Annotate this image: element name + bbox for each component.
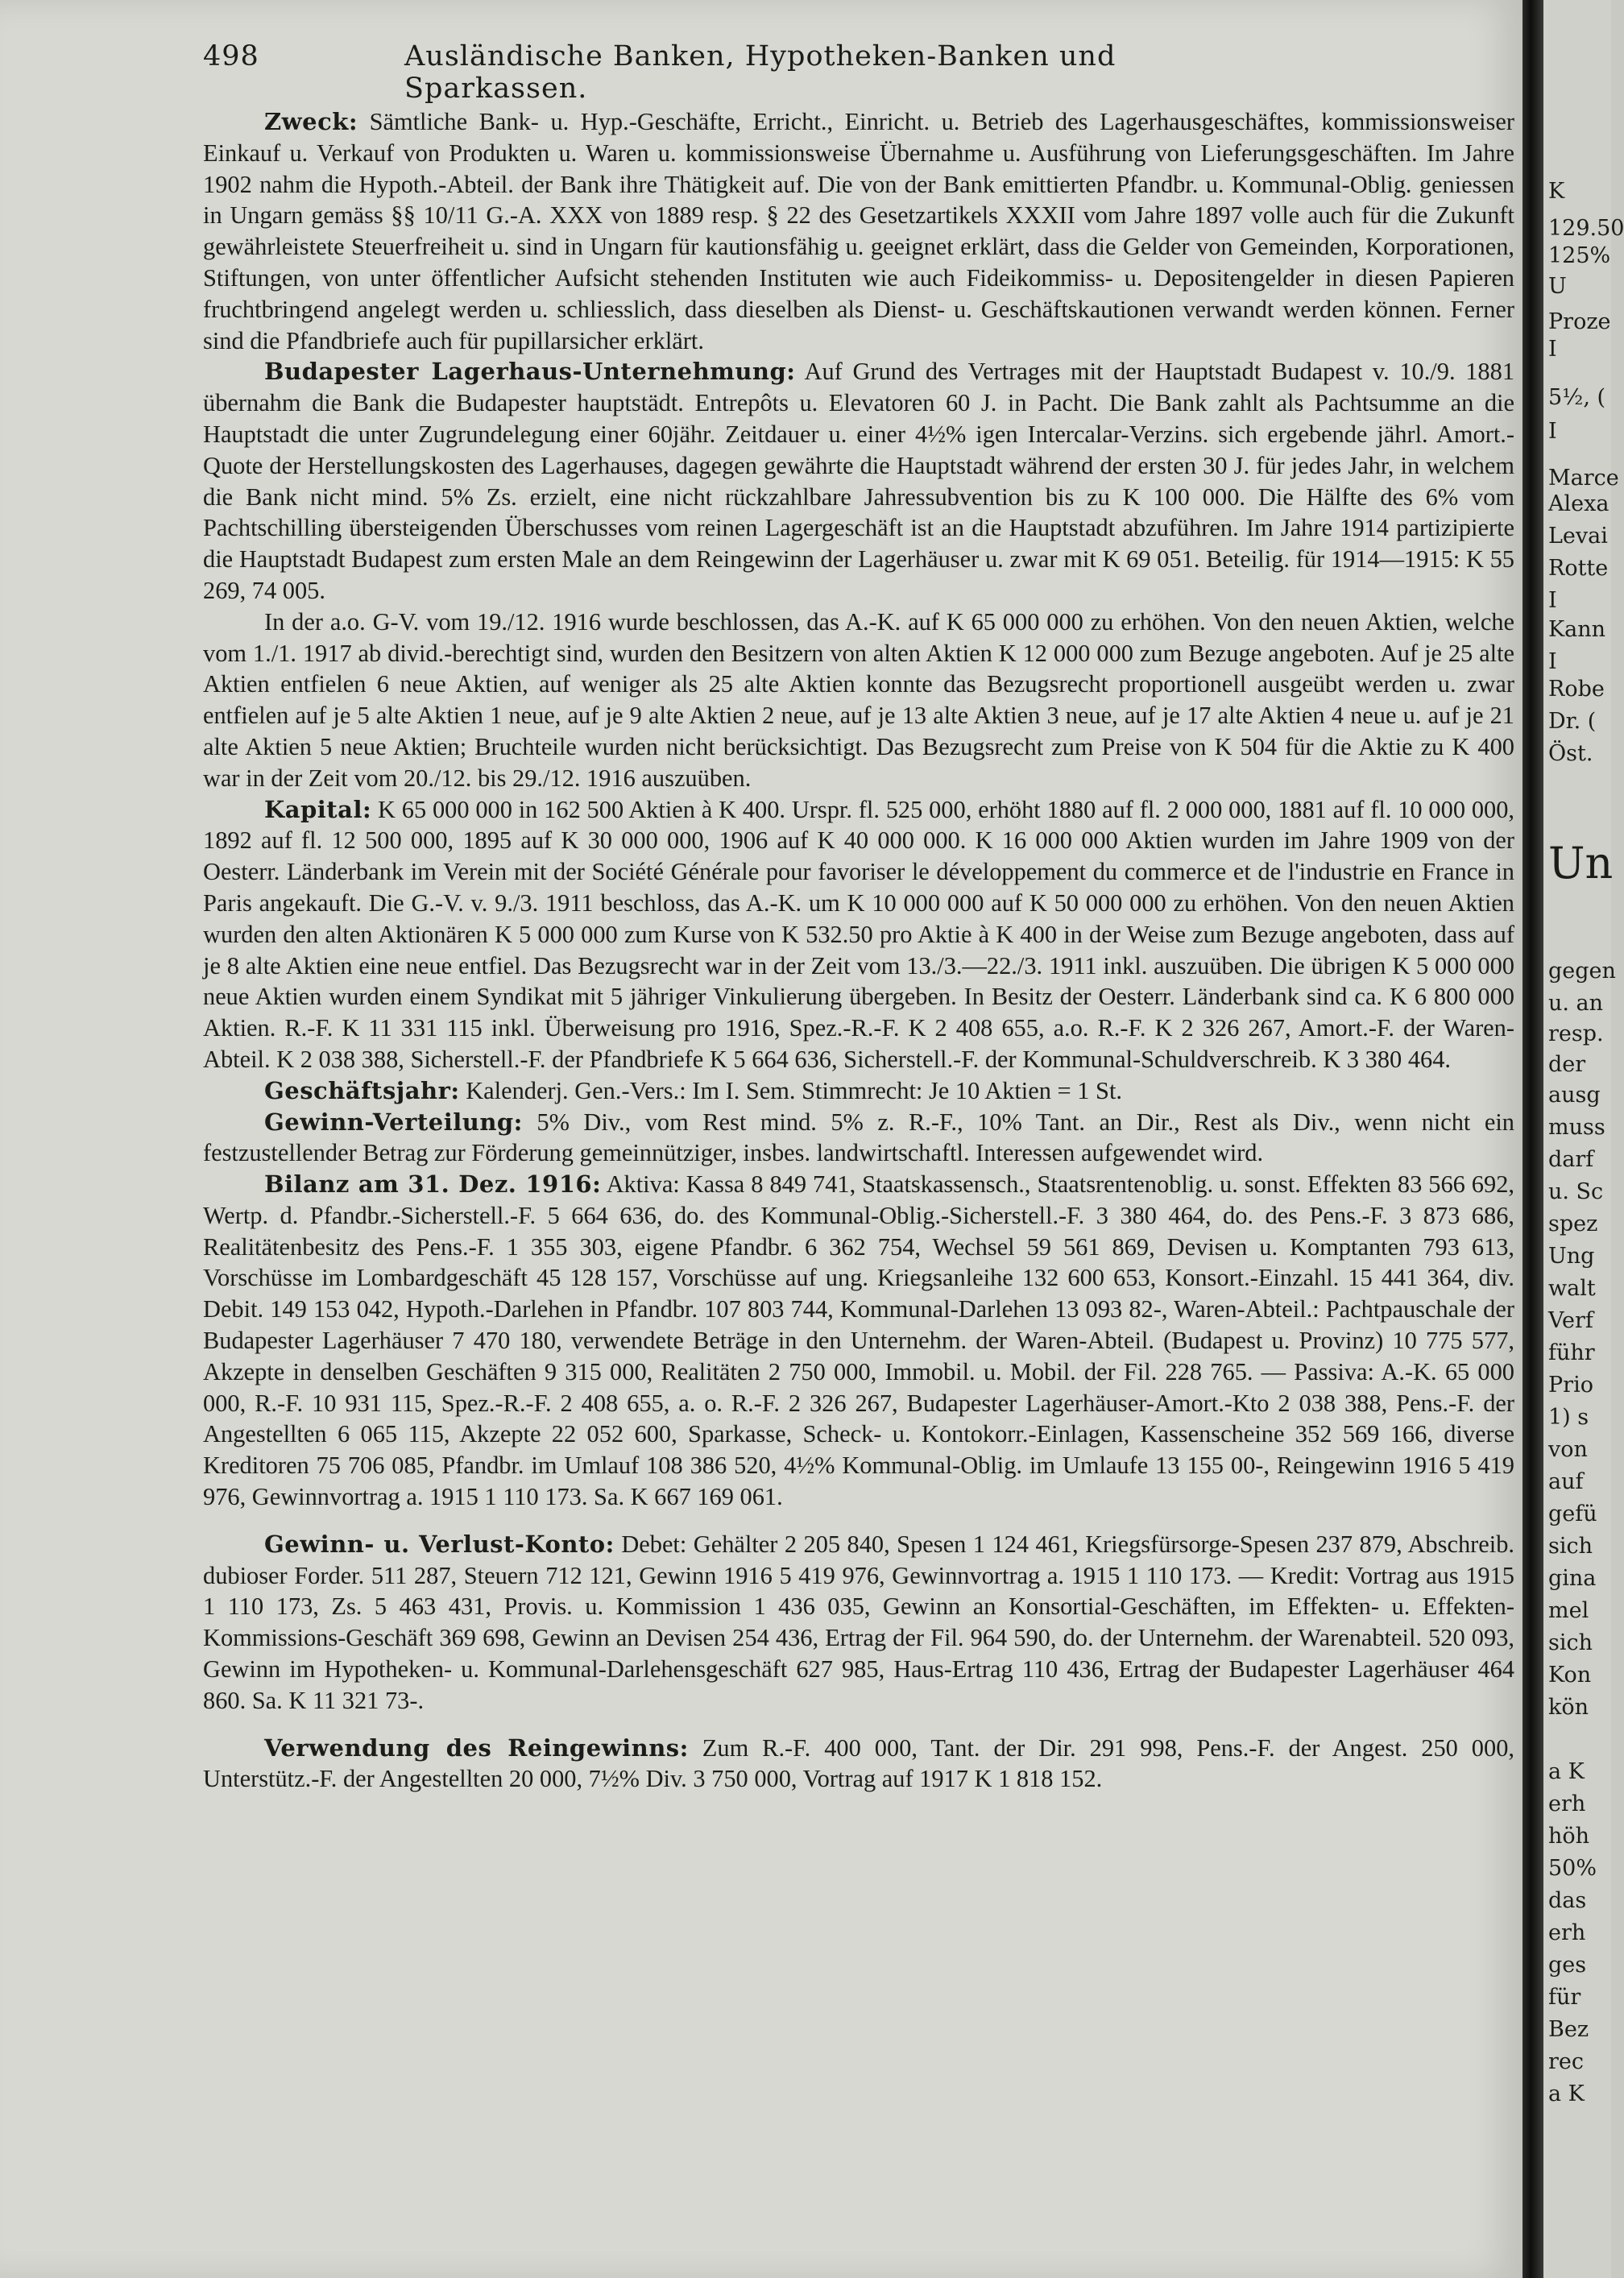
adjacent-page-fragment: 1) s xyxy=(1548,1405,1589,1430)
paragraph-verwendung xyxy=(203,1733,1514,1795)
adjacent-page-fragment: für xyxy=(1548,1985,1581,2010)
adjacent-page-fragment: walt xyxy=(1548,1276,1596,1301)
adjacent-page-fragment: a K xyxy=(1548,1759,1585,1784)
paragraph-text: 5% Div., vom Rest mind. 5% z. R.-F., 10% Tant. an Dir., Rest als Div., wenn nicht ein festzustellender Betrag zur Förderung gemeinnütziger, insbes. landwirtschaftl. Interessen aufgewendet wird. xyxy=(203,1108,1514,1167)
adjacent-page-fragment: Un xyxy=(1548,838,1614,888)
adjacent-page-fragment: erh xyxy=(1548,1791,1586,1816)
adjacent-page-fragment: gegen xyxy=(1548,959,1616,984)
adjacent-page-fragment: höh xyxy=(1548,1824,1590,1849)
adjacent-page-fragment: sich xyxy=(1548,1534,1593,1559)
adjacent-page-edge xyxy=(1543,0,1624,2278)
adjacent-page-fragment: 5½, ( xyxy=(1548,385,1606,410)
adjacent-page-fragment: das xyxy=(1548,1888,1587,1913)
paragraph-geschaeftsjahr xyxy=(203,1075,1514,1107)
paragraph-gewinn-verlust xyxy=(203,1529,1514,1717)
adjacent-page-fragment: Öst. xyxy=(1548,741,1593,766)
paragraph-gewinn-verteilung xyxy=(203,1107,1514,1170)
page-header xyxy=(203,40,1307,105)
adjacent-page-fragment: 129.50 xyxy=(1548,216,1624,241)
adjacent-page-fragment: K xyxy=(1548,179,1565,204)
adjacent-page-fragment: Kann xyxy=(1548,617,1606,642)
adjacent-page-fragment: Robe xyxy=(1548,677,1605,702)
paragraph-lead: Kapital: xyxy=(264,795,372,823)
paragraph-text: In der a.o. G-V. vom 19./12. 1916 wurde beschlossen, das A.-K. auf K 65 000 000 zu erhöhen. Von den neuen Aktien, welche vom 1./1. 1917 ab divid.-berechtigt sind, wurden den Besitzern von alten Aktien K 12 000 000 zum Bezuge angeboten. Auf je 25 alte Aktien entfielen 6 neue Aktien, auf weniger als 25 alte Aktien konnte das Bezugsrecht proportionell ausgeübt werden u. zwar entfielen auf je 5 alte Aktien 1 neue, auf je 9 alte Aktien 2 neue, auf je 13 alte Aktien 3 neue, auf je 17 alte Aktien 4 neue u. auf je 21 alte Aktien 5 neue Aktien; Bruchteile wurden nicht berücksichtigt. Das Bezugsrecht zum Preise von K 504 für die Aktie zu K 400 war in der Zeit vom 20./12. bis 29./12. 1916 auszuüben. xyxy=(203,607,1514,792)
adjacent-page-fragment: I xyxy=(1548,588,1557,613)
paragraph-kapital xyxy=(203,794,1514,1075)
paragraph-text: Zum R.-F. 400 000, Tant. der Dir. 291 998, Pens.-F. der Angest. 250 000, Unterstütz.-F. der Angestellten 20 000, 7½% Div. 3 750 000, Vortrag auf 1917 K 1 818 152. xyxy=(203,1733,1514,1793)
paragraph-lead: Bilanz am 31. Dez. 1916: xyxy=(264,1170,602,1199)
adjacent-page-fragment: ges xyxy=(1548,1953,1587,1978)
adjacent-page-fragment: U xyxy=(1548,274,1567,299)
paragraph-zweck xyxy=(203,106,1514,356)
adjacent-page-fragment: gefü xyxy=(1548,1501,1597,1526)
adjacent-page-fragment: führ xyxy=(1548,1340,1595,1365)
adjacent-page-fragment: Alexa xyxy=(1548,491,1610,516)
adjacent-page-fragment: mel xyxy=(1548,1598,1589,1623)
paragraph-bilanz xyxy=(203,1169,1514,1513)
adjacent-page-fragment: Levai xyxy=(1548,524,1608,549)
adjacent-page-fragment: Kon xyxy=(1548,1663,1592,1688)
adjacent-page-fragment: Proze xyxy=(1548,309,1611,334)
paragraph-text: K 65 000 000 in 162 500 Aktien à K 400. Urspr. fl. 525 000, erhöht 1880 auf fl. 2 000 000, 1881 auf fl. 10 000 000, 1892 auf fl. 12 500 000, 1895 auf K 30 000 000, 1906 auf K 40 000 000. K 16 000 000 Aktien wurden im Jahre 1909 von der Oesterr. Länderbank im Verein mit der Société Générale pour favoriser le développement du commerce et de l'industrie en France in Paris angekauft. Die G.-V. v. 9./3. 1911 beschloss, das A.-K. um K 10 000 000 auf K 50 000 000 zu erhöhen. Von den neuen Aktien wurden den alten Aktionären K 5 000 000 zum Kurse von K 532.50 pro Aktie à K 400 in der Weise zum Bezuge angeboten, dass auf je 8 alte Aktien eine neue entfiel. Das Bezugsrecht war in der Zeit vom 13./3.—22./3. 1911 inkl. auszuüben. Die übrigen K 5 000 000 neue Aktien wurden einem Syndikat mit 5 jähriger Vinkulierung übergeben. In Besitz der Oesterr. Länderbank sind ca. K 6 800 000 Aktien. R.-F. K 11 331 115 inkl. Überweisung pro 1916, Spez.-R.-F. K 2 408 655, a.o. R.-F. K 2 326 267, Amort.-F. der Waren-Abteil. K 2 038 388, Sicherstell.-F. der Pfandbriefe K 5 664 636, Sicherstell.-F. der Kommunal-Schuldverschreib. K 3 380 464. xyxy=(203,795,1514,1073)
running-title: Ausländische Banken, Hypotheken-Banken und Sparkassen. xyxy=(404,40,1116,105)
paragraph-gv-beschluss xyxy=(203,607,1514,794)
adjacent-page-fragment: von xyxy=(1548,1437,1588,1462)
paragraph-text: Auf Grund des Vertrages mit der Hauptstadt Budapest v. 10./9. 1881 übernahm die Bank die Budapester hauptstädt. Entrepôts u. Elevatoren 60 J. in Pacht. Die Bank zahlt als Pachtsumme an die Hauptstadt die unter Zugrundelegung einer 60jähr. Zeitdauer u. einer 4½% igen Intercalar-Verzins. sich ergebende jährl. Amort.-Quote der Herstellungskosten des Lagerhauses, dagegen gewährte die Hauptstadt während der ersten 30 J. für jedes Jahr, in welchem die Bank nicht mind. 5% Zs. erzielt, eine nicht rückzahlbare Jahressubvention bis zu K 100 000. Die Hälfte des 6% vom Pachtschilling übersteigenden Überschusses vom reinen Lagergeschäft ist an die Hauptstadt abzuführen. Im Jahre 1914 partizipierte die Hauptstadt Budapest zum ersten Male an dem Reingewinn der Lagerhäuser u. zwar mit K 69 051. Beteilig. für 1914—1915: K 55 269, 74 005. xyxy=(203,358,1515,604)
adjacent-page-fragment: I xyxy=(1548,419,1557,444)
adjacent-page-fragment: spez xyxy=(1548,1211,1598,1236)
adjacent-page-fragment: Rotte xyxy=(1548,556,1609,581)
paragraph-text: Kalenderj. Gen.-Vers.: Im I. Sem. Stimmrecht: Je 10 Aktien = 1 St. xyxy=(459,1076,1122,1104)
adjacent-page-fragment: I xyxy=(1548,649,1557,674)
adjacent-page-fragment: muss xyxy=(1548,1115,1605,1140)
adjacent-page-fragment: 125% xyxy=(1548,243,1611,268)
adjacent-page-fragment: gina xyxy=(1548,1566,1597,1591)
paragraph-text: Aktiva: Kassa 8 849 741, Staatskassensch., Staatsrentenoblig. u. sonst. Effekten 83 566 692, Wertp. d. Pfandbr.-Sicherstell.-F. 5 664 636, do. des Kommunal-Oblig.-Sicherstell.-F. 3 380 464, do. des Pens.-F. 3 873 686, Realitätenbesitz des Pens.-F. 1 355 303, eigene Pfandbr. 6 362 754, Wechsel 59 561 869, Devisen u. Komptanten 793 613, Vorschüsse im Lombardgeschäft 45 128 157, Vorschüsse auf ung. Kriegsanleihe 132 600 653, Konsort.-Einzahl. 15 441 364, div. Debit. 149 153 042, Hypoth.-Darlehen in Pfandbr. 107 803 744, Kommunal-Darlehen 13 093 82-, Waren-Abteil.: Pachtpauschale der Budapester Lagerhäuser 7 470 180, verwendete Beträge in den Unternehm. der Waren-Abteil. (Budapest u. Provinz) 10 775 577, Akzepte in denselben Geschäften 9 315 000, Realitäten 2 750 000, Immobil. u. Mobil. der Fil. 228 765. — Passiva: A.-K. 65 000 000, R.-F. 10 931 115, Spez.-R.-F. 2 408 655, a. o. R.-F. 2 326 267, Budapester Lagerhäuser-Amort.-Kto 2 038 388, Pens.-F. der Angestellten 6 065 115, Akzepte 22 052 600, Sparkasse, Scheck- u. Kontokorr.-Einlagen, Kassenscheine 352 569 166, diverse Kreditoren 75 706 085, Pfandbr. im Umlauf 108 386 520, 4½% Kommunal-Oblig. im Umlaufe 13 155 00-, Reingewinn 1916 5 419 976, Gewinnvortrag a. 1915 1 110 173. Sa. K 667 169 061. xyxy=(203,1170,1514,1511)
adjacent-page-fragment: erh xyxy=(1548,1920,1586,1945)
paragraph-text: Debet: Gehälter 2 205 840, Spesen 1 124 461, Kriegsfürsorge-Spesen 237 879, Abschreib. dubioser Forder. 511 287, Steuern 712 121, Gewinn 1916 5 419 976, Gewinnvortrag a. 1915 1 110 173. — Kredit: Vortrag aus 1915 1 110 173, Zs. 5 463 431, Provis. u. Kommission 1 436 035, Gewinn an Konsortial-Geschäften, im Effekten- u. Effekten-Kommissions-Geschäft 369 698, Gewinn an Devisen 254 436, Ertrag der Fil. 964 590, do. der Unternehm. der Warenabteil. 520 093, Gewinn im Hypotheken- u. Kommunal-Darlehensgeschäft 627 985, Haus-Ertrag 110 436, Ertrag der Budapester Lagerhäuser 464 860. Sa. K 11 321 73-. xyxy=(203,1530,1514,1714)
adjacent-page-fragment: Dr. ( xyxy=(1548,709,1597,734)
paragraph-lagerhaus xyxy=(203,356,1514,606)
adjacent-page-fragment: a K xyxy=(1548,2081,1585,2106)
adjacent-page-fragment: u. an xyxy=(1548,991,1604,1016)
article-body xyxy=(203,106,1514,1795)
paragraph-lead: Verwendung des Reingewinns: xyxy=(264,1733,689,1762)
paragraph-lead: Geschäftsjahr: xyxy=(264,1076,460,1104)
adjacent-page-fragment: darf xyxy=(1548,1147,1594,1172)
adjacent-page-fragment: auf xyxy=(1548,1469,1584,1494)
adjacent-page-fragment: u. Sc xyxy=(1548,1179,1604,1204)
adjacent-page-fragment: rec xyxy=(1548,2049,1585,2074)
paragraph-text: Sämtliche Bank- u. Hyp.-Geschäfte, Erricht., Einricht. u. Betrieb des Lagerhausgeschäftes, kommissionsweiser Einkauf u. Verkauf von Produkten u. Waren u. kommissionsweise Übernahme u. Ausführung von Lieferungsgeschäften. Im Jahre 1902 nahm die Hypoth.-Abteil. der Bank ihre Thätigkeit auf. Die von der Bank emittierten Pfandbr. u. Kommunal-Oblig. geniessen in Ungarn gemäss §§ 10/11 G.-A. XXX von 1889 resp. § 22 des Gesetzartikels XXXII vom Jahre 1897 volle auch für die Zukunft gewährleistete Steuerfreiheit u. sind in Ungarn für kautionsfähig u. geeignet erklärt, dass die Gelder von Gemeinden, Korporationen, Stiftungen, von unter öffentlicher Aufsicht stehenden Instituten wie auch Fideikommiss- u. Depositengelder in diesen Papieren fruchtbringend angelegt werden u. schliesslich, dass dieselben als Dienst- u. Geschäftskautionen verwandt werden können. Ferner sind die Pfandbriefe auch für pupillarsicher erklärt. xyxy=(203,108,1514,354)
paragraph-lead: Budapester Lagerhaus-Unternehmung: xyxy=(264,358,796,386)
adjacent-page-fragment: Prio xyxy=(1548,1373,1593,1398)
adjacent-page-fragment: I xyxy=(1548,337,1557,362)
adjacent-page-fragment: Verf xyxy=(1548,1308,1593,1333)
adjacent-page-fragment: sich xyxy=(1548,1630,1593,1655)
page-number: 498 xyxy=(203,40,259,72)
adjacent-page-fragment: kön xyxy=(1548,1695,1589,1720)
adjacent-page-fragment: Bez xyxy=(1548,2017,1589,2042)
paragraph-lead: Gewinn- u. Verlust-Konto: xyxy=(264,1530,615,1558)
adjacent-page-fragment: ausg xyxy=(1548,1083,1601,1108)
paragraph-lead: Zweck: xyxy=(264,108,358,135)
adjacent-page-fragment: Ung xyxy=(1548,1244,1595,1269)
adjacent-page-fragment: 50% xyxy=(1548,1856,1597,1881)
adjacent-page-fragment: resp. xyxy=(1548,1021,1604,1046)
book-gutter xyxy=(1522,0,1543,2278)
paragraph-lead: Gewinn-Verteilung: xyxy=(264,1108,523,1136)
adjacent-page-fragment: der xyxy=(1548,1052,1586,1077)
adjacent-page-fragment: Marce xyxy=(1548,466,1619,491)
